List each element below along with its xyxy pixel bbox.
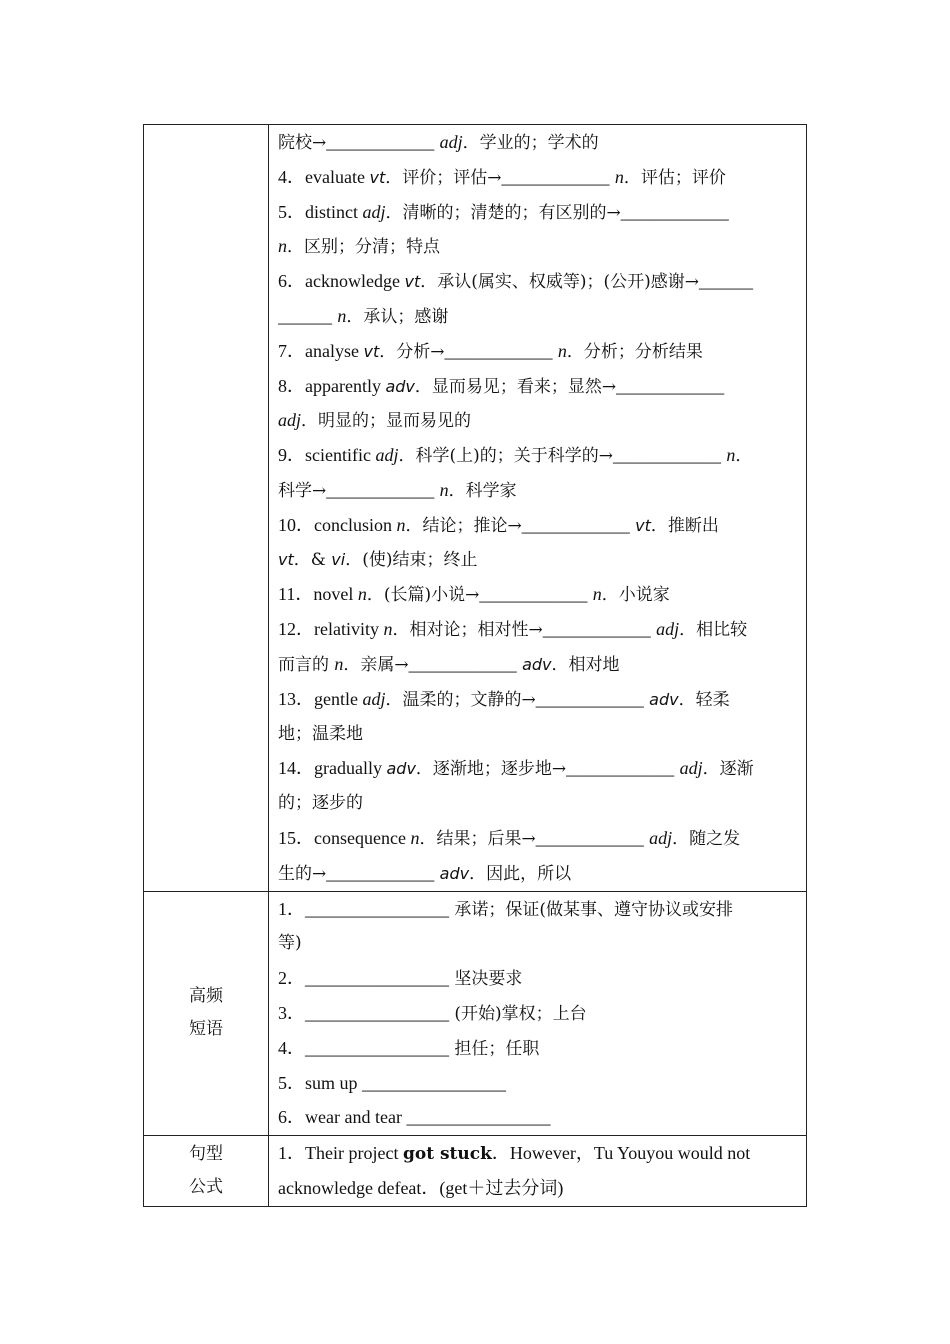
text-segment: ． bbox=[735, 446, 753, 467]
answer-blank: ____________ bbox=[479, 584, 588, 605]
part-of-speech: adj bbox=[679, 758, 703, 779]
part-of-speech: n bbox=[557, 340, 567, 361]
text-segment: ．承认；感谢 bbox=[346, 306, 449, 327]
part-of-speech: vi bbox=[331, 549, 346, 569]
text-segment: 11．novel bbox=[278, 584, 358, 605]
answer-blank: ____________ bbox=[326, 862, 435, 883]
answer-blank: ________________ bbox=[305, 898, 449, 919]
part-of-speech: n bbox=[278, 236, 287, 257]
text-segment: ．科学(上)的；关于科学的→ bbox=[398, 446, 614, 467]
text-segment: ．推断出 bbox=[650, 515, 719, 536]
text-segment: 4．evaluate bbox=[278, 166, 370, 187]
text-line bbox=[278, 125, 798, 160]
text-segment: 10．conclusion bbox=[278, 514, 397, 535]
text-line bbox=[278, 1136, 798, 1171]
part-of-speech: n bbox=[726, 445, 736, 466]
text-segment: 1． bbox=[278, 898, 305, 919]
text-line bbox=[278, 473, 798, 508]
phrases-row bbox=[144, 891, 807, 1136]
text-segment: got stuck bbox=[402, 1144, 492, 1165]
answer-blank: ________________ bbox=[305, 1002, 449, 1023]
text-segment: ．轻柔 bbox=[678, 689, 730, 710]
text-segment: 4． bbox=[278, 1037, 305, 1058]
answer-blank: ____________ bbox=[542, 619, 651, 640]
part-of-speech: adv bbox=[385, 376, 415, 396]
part-of-speech: adv bbox=[522, 654, 552, 674]
part-of-speech: n bbox=[614, 166, 624, 187]
text-line bbox=[278, 821, 798, 856]
answer-blank: ____________ bbox=[501, 166, 610, 187]
text-segment: ．(使)结束；终止 bbox=[345, 549, 478, 570]
part-of-speech: n bbox=[439, 479, 449, 500]
text-line bbox=[278, 1066, 798, 1101]
part-of-speech: adj bbox=[656, 619, 680, 640]
text-segment: ．清晰的；清楚的；有区别的→ bbox=[385, 202, 621, 223]
text-segment: ．随之发 bbox=[672, 828, 741, 849]
text-line bbox=[278, 1031, 798, 1066]
text-segment: 承诺；保证(做某事、遵守协议或安排 bbox=[449, 899, 734, 920]
phrases-label-line: 高频 bbox=[189, 986, 223, 1007]
sentences-label-line: 句型 bbox=[189, 1143, 223, 1164]
answer-blank: ____________ bbox=[613, 445, 722, 466]
part-of-speech: n bbox=[334, 653, 344, 674]
text-line bbox=[278, 612, 798, 647]
answer-blank: ____________ bbox=[620, 201, 729, 222]
vocabulary-table bbox=[143, 124, 807, 1207]
text-segment: 9．scientific bbox=[278, 445, 376, 466]
part-of-speech: vt bbox=[404, 272, 421, 292]
answer-blank: ____________ bbox=[408, 653, 517, 674]
part-of-speech: n bbox=[396, 514, 406, 535]
text-line bbox=[278, 892, 798, 927]
text-line bbox=[278, 403, 798, 438]
text-segment: ．评价；评估→ bbox=[385, 167, 502, 188]
text-segment: ．小说家 bbox=[601, 585, 670, 606]
part-of-speech: adv bbox=[649, 689, 679, 709]
text-segment: ．承认(属实、权威等)；(公开)感谢→ bbox=[420, 272, 699, 293]
part-of-speech: adj bbox=[278, 410, 302, 431]
text-line bbox=[278, 334, 798, 369]
phrases-row-label bbox=[144, 891, 269, 1136]
answer-blank: ______ bbox=[278, 305, 332, 326]
text-segment: ．区别；分清；特点 bbox=[287, 237, 440, 258]
answer-blank: ____________ bbox=[566, 758, 675, 779]
part-of-speech: adv bbox=[386, 759, 416, 779]
text-segment: 8．apparently bbox=[278, 375, 386, 396]
text-segment: 坚决要求 bbox=[449, 969, 523, 990]
text-segment: 14．gradually bbox=[278, 758, 387, 779]
phrases-content bbox=[269, 891, 807, 1136]
part-of-speech: adv bbox=[439, 863, 470, 883]
answer-blank: ____________ bbox=[521, 514, 630, 535]
sentences-row bbox=[144, 1136, 807, 1207]
text-line bbox=[278, 369, 798, 404]
text-line bbox=[278, 299, 798, 334]
text-segment: ．学业的；学术的 bbox=[462, 133, 599, 153]
vocab-row bbox=[144, 125, 807, 892]
part-of-speech: adj bbox=[362, 201, 386, 222]
text-segment: ．评估；评价 bbox=[623, 167, 726, 188]
text-line bbox=[278, 682, 798, 717]
answer-blank: ________________ bbox=[305, 1037, 449, 1058]
text-segment: 生的→ bbox=[278, 863, 327, 884]
text-segment: ．逐渐 bbox=[702, 759, 754, 780]
part-of-speech: n bbox=[592, 584, 602, 605]
part-of-speech: adj bbox=[375, 445, 399, 466]
text-line bbox=[278, 577, 798, 612]
sentences-label-line: 公式 bbox=[189, 1176, 223, 1197]
text-segment: ．分析；分析结果 bbox=[566, 341, 703, 362]
answer-blank: ____________ bbox=[326, 479, 435, 500]
answer-blank: ____________ bbox=[616, 375, 725, 396]
part-of-speech: n bbox=[357, 584, 367, 605]
part-of-speech: adj bbox=[649, 827, 673, 848]
text-line bbox=[278, 1171, 798, 1206]
sentences-row-label bbox=[144, 1136, 269, 1207]
text-segment: ．显而易见；看来；显然→ bbox=[414, 376, 617, 397]
text-line bbox=[278, 926, 798, 961]
text-segment: 担任；任职 bbox=[449, 1038, 540, 1059]
text-segment: ．相比较 bbox=[679, 620, 748, 641]
text-segment: ．结果；后果→ bbox=[419, 828, 536, 849]
text-line bbox=[278, 195, 798, 230]
text-line bbox=[278, 786, 798, 821]
answer-blank: ____________ bbox=[535, 827, 644, 848]
text-segment: 7．analyse bbox=[278, 340, 364, 361]
part-of-speech: n bbox=[383, 619, 393, 640]
text-segment: ．相对地 bbox=[551, 654, 620, 675]
text-segment: 1．Their project bbox=[278, 1143, 403, 1164]
text-segment: ．(长篇)小说→ bbox=[366, 585, 480, 606]
text-segment: 5．distinct bbox=[278, 201, 363, 222]
part-of-speech: vt bbox=[363, 341, 380, 361]
text-segment: ．科学家 bbox=[448, 480, 517, 501]
part-of-speech: vt bbox=[635, 515, 651, 535]
text-segment: ．相对论；相对性→ bbox=[392, 620, 543, 641]
text-segment: acknowledge defeat．(get＋过去分词) bbox=[278, 1177, 564, 1198]
vocab-row-label bbox=[144, 125, 269, 892]
text-line bbox=[278, 717, 798, 752]
text-segment: ．However，Tu Youyou would not bbox=[491, 1143, 751, 1164]
text-segment: ．逐渐地；逐步地→ bbox=[415, 759, 567, 780]
part-of-speech: adj bbox=[362, 688, 386, 709]
text-line bbox=[278, 856, 798, 891]
text-segment: 13．gentle bbox=[278, 688, 363, 709]
text-line bbox=[278, 1100, 798, 1135]
text-line bbox=[278, 996, 798, 1031]
text-segment: 12．relativity bbox=[278, 619, 384, 640]
text-line bbox=[278, 438, 798, 473]
text-segment: 的；逐步的 bbox=[278, 793, 363, 814]
text-segment: 3． bbox=[278, 1002, 305, 1023]
answer-blank: ____________ bbox=[326, 132, 435, 152]
answer-blank: ____________ bbox=[444, 340, 553, 361]
text-segment: 6．acknowledge bbox=[278, 271, 405, 292]
text-line bbox=[278, 751, 798, 786]
part-of-speech: vt bbox=[369, 167, 386, 187]
text-segment: 等) bbox=[278, 933, 302, 954]
text-segment: 科学→ bbox=[278, 480, 327, 501]
text-segment: ．因此，所以 bbox=[469, 863, 572, 884]
phrases-label-line: 短语 bbox=[189, 1019, 223, 1040]
answer-blank: ______ bbox=[699, 271, 753, 292]
part-of-speech: vt bbox=[278, 549, 294, 569]
text-line bbox=[278, 647, 798, 682]
text-segment: 6．wear and tear bbox=[278, 1107, 407, 1128]
text-segment: 5．sum up bbox=[278, 1072, 363, 1093]
part-of-speech: adj bbox=[439, 132, 463, 152]
answer-blank: ________________ bbox=[362, 1072, 507, 1093]
text-segment: 2． bbox=[278, 968, 305, 989]
text-segment: 院校→ bbox=[278, 133, 327, 153]
text-segment: 而言的 bbox=[278, 654, 335, 675]
answer-blank: ________________ bbox=[406, 1107, 551, 1128]
text-line bbox=[278, 264, 798, 299]
text-line bbox=[278, 160, 798, 195]
text-segment: ．温柔的；文静的→ bbox=[385, 689, 536, 710]
text-segment: ．结论；推论→ bbox=[405, 515, 522, 536]
text-segment: (开始)掌权；上台 bbox=[449, 1003, 587, 1024]
sentences-content bbox=[269, 1136, 807, 1207]
text-segment: ．亲属→ bbox=[343, 654, 409, 675]
text-segment: ．& bbox=[293, 549, 332, 570]
part-of-speech: n bbox=[337, 305, 347, 326]
text-line bbox=[278, 543, 798, 578]
answer-blank: ____________ bbox=[535, 688, 644, 709]
text-line bbox=[278, 508, 798, 543]
text-segment: 地；温柔地 bbox=[278, 723, 363, 744]
text-segment: ．分析→ bbox=[379, 341, 445, 362]
text-line bbox=[278, 229, 798, 264]
answer-blank: ________________ bbox=[305, 968, 449, 989]
part-of-speech: n bbox=[410, 827, 420, 848]
text-segment: 15．consequence bbox=[278, 827, 411, 848]
vocab-content bbox=[269, 125, 807, 892]
text-line bbox=[278, 961, 798, 996]
text-segment: ．明显的；显而易见的 bbox=[301, 411, 472, 432]
